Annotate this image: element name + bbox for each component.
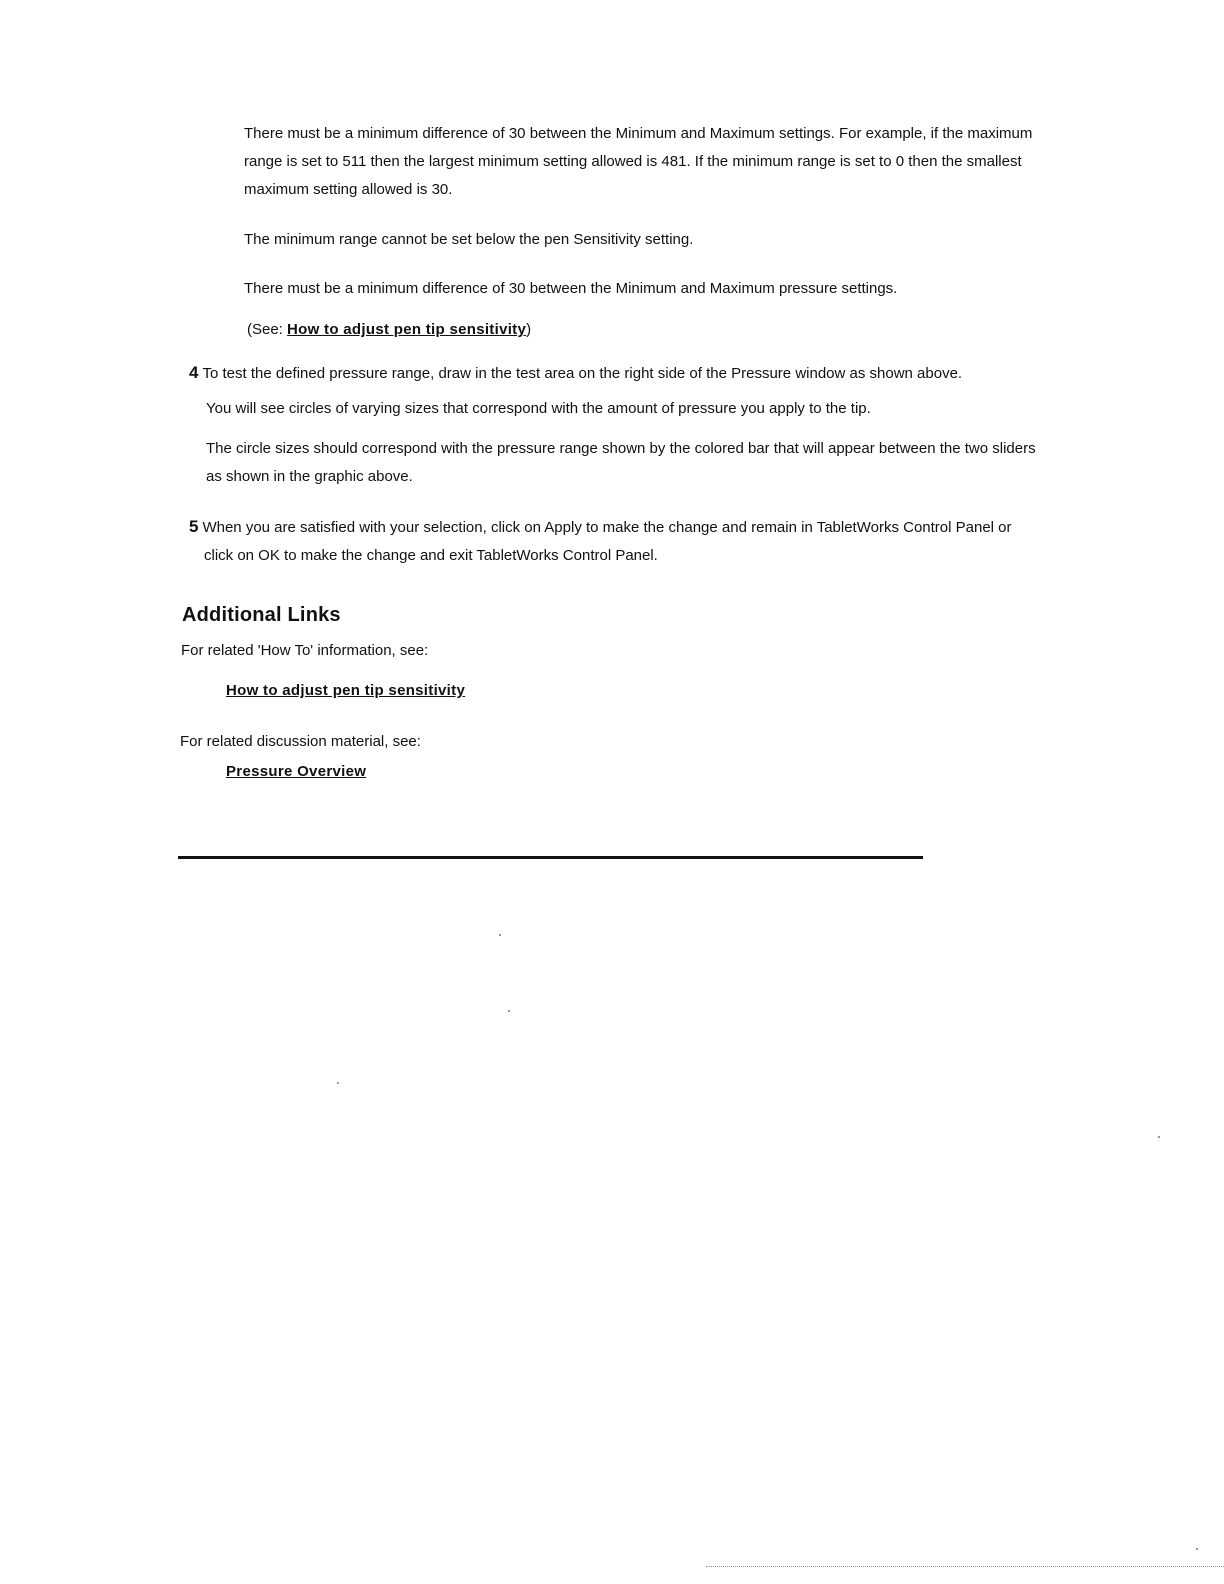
scan-bottom-edge <box>706 1566 1224 1568</box>
scan-speck <box>508 1010 510 1012</box>
additional-links-heading: Additional Links <box>182 604 341 626</box>
step-5-line-2: click on OK to make the change and exit TabletWorks Control Panel. <box>204 547 658 564</box>
pressure-overview-link[interactable]: Pressure Overview <box>226 763 367 780</box>
howto-intro: For related 'How To' information, see: <box>181 642 429 659</box>
see-reference <box>247 316 531 344</box>
step-4-bar-line-1: The circle sizes should correspond with the pressure range shown by the colored bar that will appear between the two sliders <box>206 440 1036 457</box>
see-sensitivity-link[interactable]: How to adjust pen tip sensitivity <box>287 321 527 338</box>
step-4-text: To test the defined pressure range, draw in the test area on the right side of the Pressure window as shown above. <box>202 365 963 382</box>
step-4-colored-bar-note <box>206 435 1116 491</box>
scan-speck <box>1196 1548 1198 1550</box>
discussion-link-line <box>226 758 366 786</box>
step-5-number: 5 <box>189 517 199 536</box>
pressure-difference-note: There must be a minimum difference of 30 between the Minimum and Maximum pressure settings. <box>244 280 898 297</box>
howto-sensitivity-link[interactable]: How to adjust pen tip sensitivity <box>226 682 466 699</box>
howto-link-line <box>226 677 465 705</box>
step-4-number: 4 <box>189 363 199 382</box>
step-4-circles-note: You will see circles of varying sizes that correspond with the amount of pressure you apply to the tip. <box>206 400 871 417</box>
see-prefix: (See: <box>247 321 288 338</box>
step-5 <box>189 513 1119 570</box>
sensitivity-limit-note: The minimum range cannot be set below the pen Sensitivity setting. <box>244 231 694 248</box>
note-line-1: There must be a minimum difference of 30 between the Minimum and Maximum settings. For example, if the maximum <box>244 125 1033 142</box>
see-suffix: ) <box>526 321 532 338</box>
discussion-intro: For related discussion material, see: <box>180 733 421 750</box>
section-divider <box>178 856 923 859</box>
step-4 <box>189 359 962 388</box>
step-4-bar-line-2: as shown in the graphic above. <box>206 468 413 485</box>
scan-speck <box>337 1082 339 1084</box>
note-line-3: maximum setting allowed is 30. <box>244 181 453 198</box>
note-line-2: range is set to 511 then the largest minimum setting allowed is 481. If the minimum range is set to 0 then the smallest <box>244 153 1022 170</box>
scan-speck <box>499 934 501 936</box>
scan-speck <box>1158 1136 1160 1138</box>
step-5-line-1: When you are satisfied with your selection, click on Apply to make the change and remain in TabletWorks Control Panel or <box>202 519 1012 536</box>
min-max-difference-note <box>244 120 1124 204</box>
